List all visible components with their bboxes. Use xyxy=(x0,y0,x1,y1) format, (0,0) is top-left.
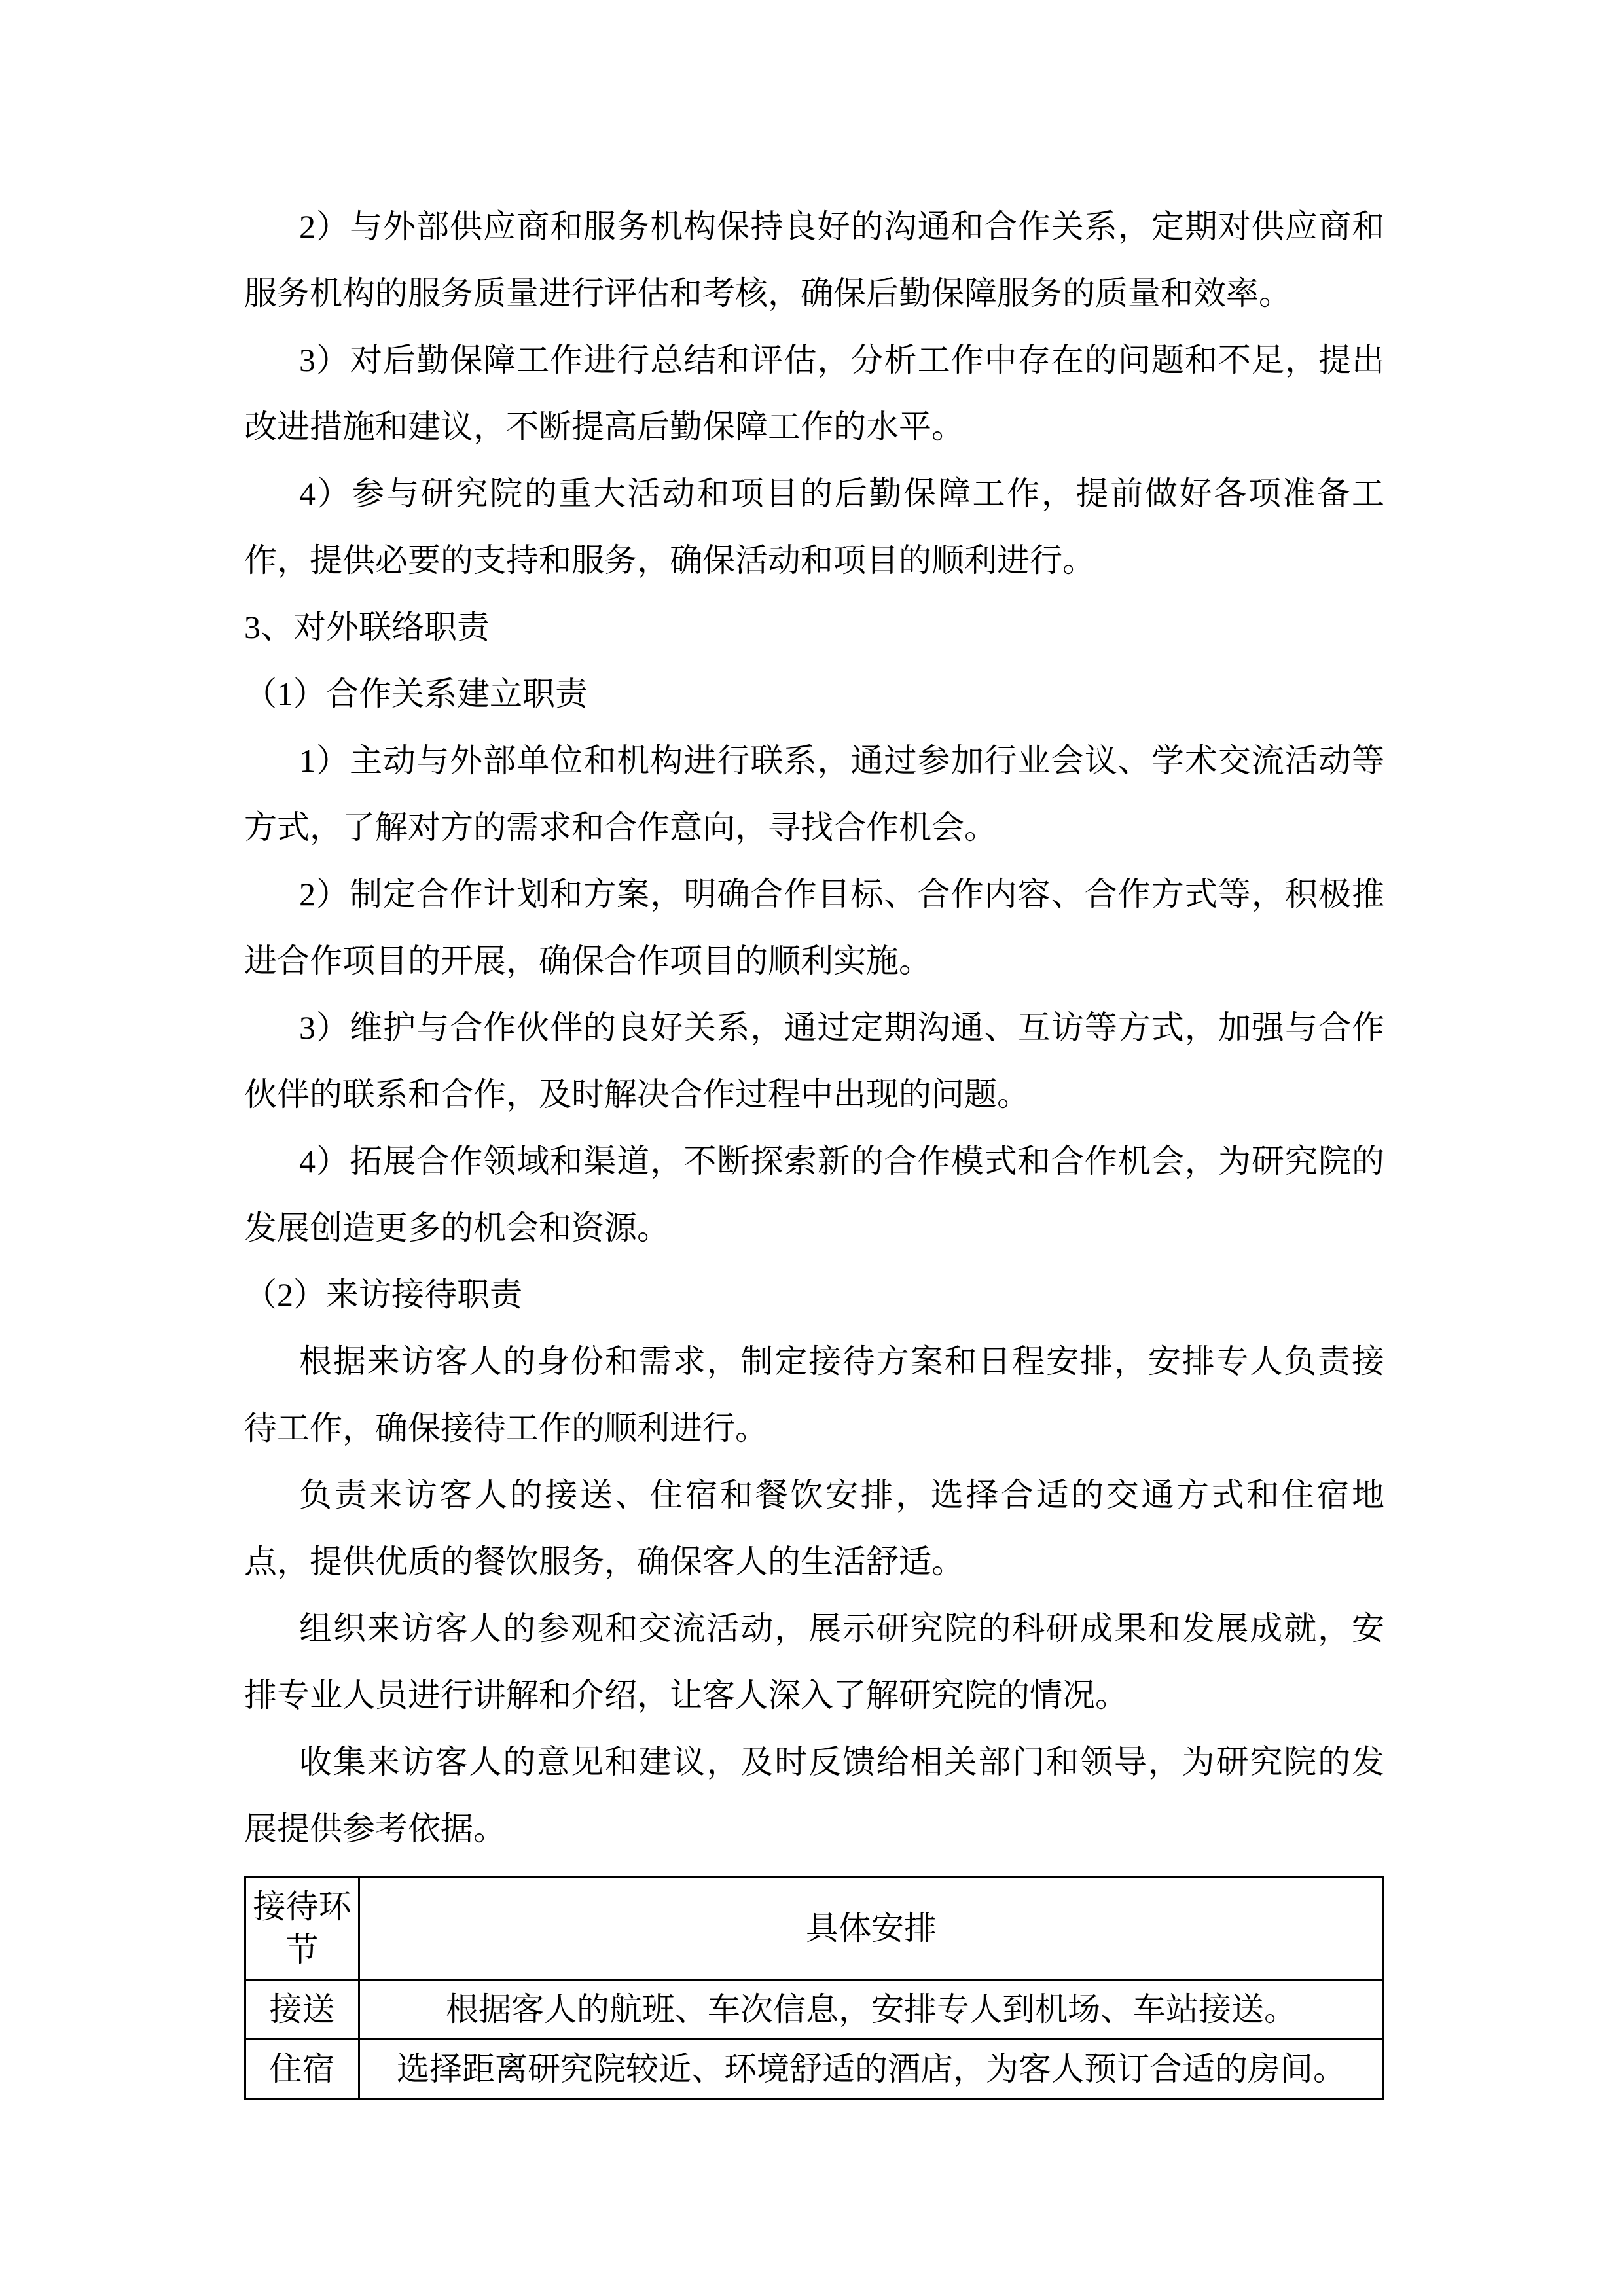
paragraph-8-line-2: 伙伴的联系和合作，及时解决合作过程中出现的问题。 xyxy=(244,1076,1030,1113)
reception-table-row-2 xyxy=(245,2039,1384,2099)
paragraph-14 xyxy=(244,1729,1384,1862)
paragraph-6 xyxy=(244,727,1384,861)
paragraph-1-line-1: 2）与外部供应商和服务机构保持良好的沟通和合作关系，定期对供应商和 xyxy=(299,208,1384,245)
paragraph-1 xyxy=(244,193,1384,327)
paragraph-3 xyxy=(244,460,1384,594)
paragraph-5 xyxy=(244,660,1384,727)
reception-arrangement-cell: 根据客人的航班、车次信息，安排专人到机场、车站接送。 xyxy=(359,1980,1384,2039)
reception-step-cell: 接送 xyxy=(245,1980,359,2039)
paragraph-13 xyxy=(244,1595,1384,1729)
paragraph-4 xyxy=(244,594,1384,660)
paragraph-8-line-1: 3）维护与合作伙伴的良好关系，通过定期沟通、互访等方式，加强与合作 xyxy=(299,1009,1384,1046)
reception-step-cell: 住宿 xyxy=(245,2039,359,2099)
paragraph-8 xyxy=(244,994,1384,1128)
paragraph-14-line-2: 展提供参考依据。 xyxy=(244,1810,506,1847)
paragraph-13-line-1: 组织来访客人的参观和交流活动，展示研究院的科研成果和发展成就，安 xyxy=(299,1610,1384,1647)
paragraph-7-line-2: 进合作项目的开展，确保合作项目的顺利实施。 xyxy=(244,942,931,979)
paragraph-11-line-1: 根据来访客人的身份和需求，制定接待方案和日程安排，安排专人负责接 xyxy=(299,1343,1384,1380)
document-paragraphs xyxy=(244,193,1384,1862)
paragraph-12-line-2: 点，提供优质的餐饮服务，确保客人的生活舒适。 xyxy=(244,1543,964,1580)
paragraph-7 xyxy=(244,861,1384,994)
paragraph-10 xyxy=(244,1261,1384,1328)
paragraph-10-line-1: （2）来访接待职责 xyxy=(244,1276,522,1313)
paragraph-1-line-2: 服务机构的服务质量进行评估和考核，确保后勤保障服务的质量和效率。 xyxy=(244,275,1291,312)
paragraph-3-line-1: 4）参与研究院的重大活动和项目的后勤保障工作，提前做好各项准备工 xyxy=(299,475,1384,512)
reception-table xyxy=(244,1876,1384,2100)
paragraph-5-line-1: （1）合作关系建立职责 xyxy=(244,675,588,712)
paragraph-9 xyxy=(244,1128,1384,1261)
paragraph-13-line-2: 排专业人员进行讲解和介绍，让客人深入了解研究院的情况。 xyxy=(244,1677,1128,1713)
reception-arrangement-cell: 选择距离研究院较近、环境舒适的酒店，为客人预订合适的房间。 xyxy=(359,2039,1384,2099)
reception-table-header-row xyxy=(245,1877,1384,1980)
paragraph-14-line-1: 收集来访客人的意见和建议，及时反馈给相关部门和领导，为研究院的发 xyxy=(299,1744,1384,1780)
reception-table-header-arrangement: 具体安排 xyxy=(359,1877,1384,1980)
paragraph-11 xyxy=(244,1328,1384,1462)
document-content xyxy=(244,193,1384,2100)
paragraph-7-line-1: 2）制定合作计划和方案，明确合作目标、合作内容、合作方式等，积极推 xyxy=(299,876,1384,912)
paragraph-4-line-1: 3、对外联络职责 xyxy=(244,609,490,645)
paragraph-11-line-2: 待工作，确保接待工作的顺利进行。 xyxy=(244,1410,768,1446)
paragraph-3-line-2: 作，提供必要的支持和服务，确保活动和项目的顺利进行。 xyxy=(244,542,1095,579)
paragraph-2-line-1: 3）对后勤保障工作进行总结和评估，分析工作中存在的问题和不足，提出 xyxy=(299,342,1384,378)
paragraph-12-line-1: 负责来访客人的接送、住宿和餐饮安排，选择合适的交通方式和住宿地 xyxy=(299,1477,1384,1513)
paragraph-2-line-2: 改进措施和建议，不断提高后勤保障工作的水平。 xyxy=(244,408,964,445)
paragraph-2 xyxy=(244,327,1384,460)
paragraph-6-line-1: 1）主动与外部单位和机构进行联系，通过参加行业会议、学术交流活动等 xyxy=(299,742,1384,779)
paragraph-9-line-2: 发展创造更多的机会和资源。 xyxy=(244,1210,670,1246)
paragraph-9-line-1: 4）拓展合作领域和渠道，不断探索新的合作模式和合作机会，为研究院的 xyxy=(299,1143,1384,1179)
paragraph-12 xyxy=(244,1462,1384,1595)
paragraph-6-line-2: 方式，了解对方的需求和合作意向，寻找合作机会。 xyxy=(244,809,997,846)
reception-table-header-step: 接待环节 xyxy=(245,1877,359,1980)
reception-table-row-1 xyxy=(245,1980,1384,2039)
